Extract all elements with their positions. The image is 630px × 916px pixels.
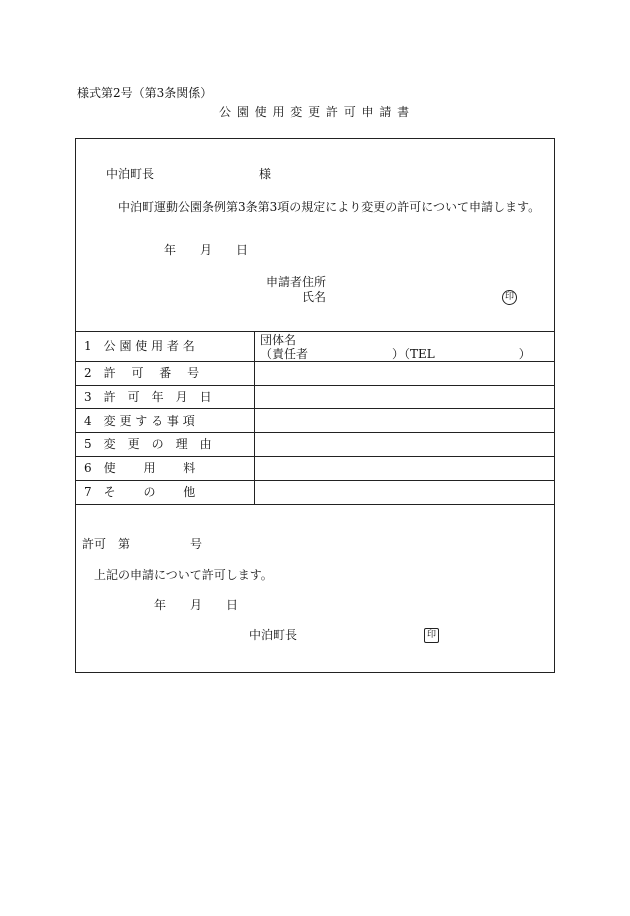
table-line — [76, 432, 554, 433]
table-line — [76, 408, 554, 409]
applicant-address-label: 申請者住所 — [266, 275, 327, 289]
table-bottom-line — [76, 504, 554, 505]
table-top-line — [76, 331, 554, 332]
applicant-seal: 印 — [502, 290, 517, 305]
issuer-seal: 印 — [424, 628, 439, 643]
permit-date: 年 月 日 — [154, 598, 239, 612]
responsible-person-tel: （責任者 ）（TEL ） — [260, 347, 531, 361]
row-label: 3 許 可 年 月 日 — [84, 390, 212, 404]
row-label: 1 公 園 使 用 者 名 — [84, 339, 195, 353]
table-line — [76, 456, 554, 457]
row-label: 7 そ の 他 — [84, 485, 196, 499]
permit-statement: 上記の申請について許可します。 — [94, 568, 273, 582]
addressee: 中泊町長 — [106, 167, 155, 181]
table-line — [76, 361, 554, 362]
application-statement: 中泊町運動公園条例第3条第3項の規定により変更の許可について申請します。 — [118, 200, 541, 214]
application-date: 年 月 日 — [164, 243, 249, 257]
permit-number: 許可 第 号 — [82, 537, 203, 551]
row-label: 6 使 用 料 — [84, 461, 196, 475]
row-label: 2 許 可 番 号 — [84, 366, 200, 380]
page-title: 公 園 使 用 変 更 許 可 申 請 書 — [219, 105, 411, 119]
issuer-name: 中泊町長 — [249, 628, 298, 642]
table-line — [76, 480, 554, 481]
table-column-divider — [254, 331, 255, 504]
organization-name-label: 団体名 — [260, 333, 297, 347]
honorific: 様 — [259, 167, 272, 181]
row-label: 5 変 更 の 理 由 — [84, 437, 212, 451]
table-line — [76, 385, 554, 386]
row-label: 4 変 更 す る 事 項 — [84, 414, 195, 428]
form-number: 様式第2号（第3条関係） — [77, 86, 213, 100]
applicant-name-label: 氏名 — [302, 290, 327, 304]
form-box — [75, 138, 555, 673]
